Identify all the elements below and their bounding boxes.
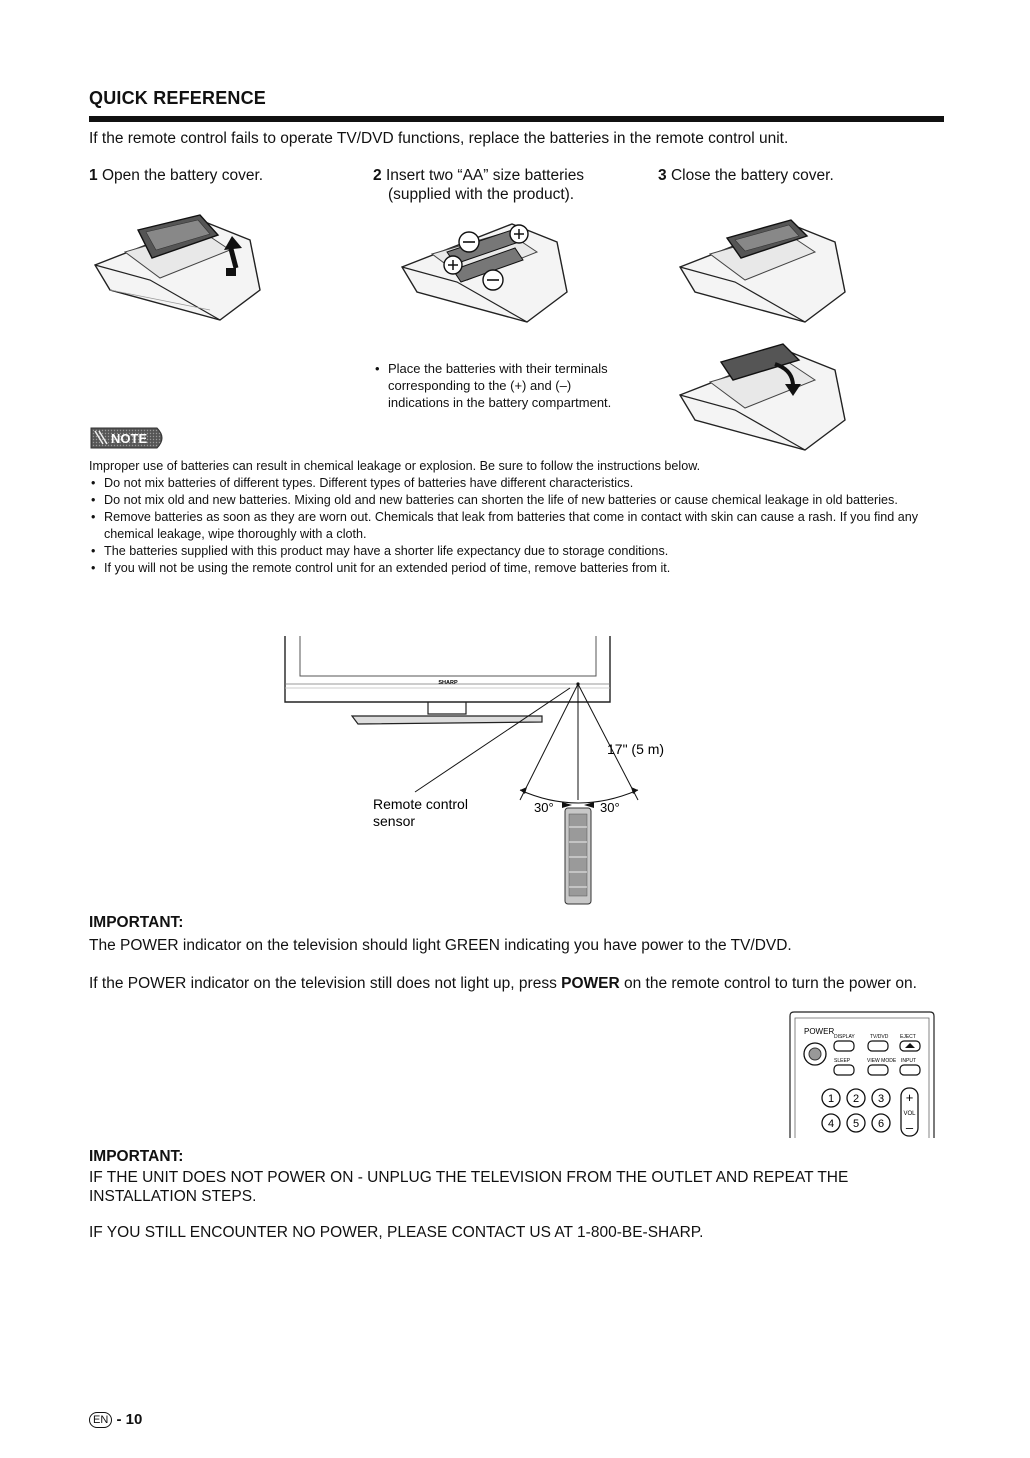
- step-1-text: Open the battery cover.: [101, 167, 264, 184]
- intro-text: If the remote control fails to operate TV/DVD functions, replace the batteries in the remote control unit.: [89, 130, 789, 147]
- angle-left-label: 30°: [534, 800, 554, 815]
- step-2-text-2: (supplied with the product).: [388, 186, 575, 203]
- important-heading-2: IMPORTANT:: [89, 1148, 184, 1165]
- digit-1-label: 1: [827, 1093, 835, 1105]
- note-item: • Do not mix batteries of different types. Different types of batteries have different characteristics.: [89, 475, 939, 492]
- digit-2-label: 2: [852, 1093, 860, 1105]
- battery-tip-line-2: corresponding to the (+) and (–): [388, 378, 572, 393]
- viewmode-label: VIEW MODE: [867, 1058, 897, 1064]
- vol-plus-label: +: [905, 1090, 914, 1105]
- important-heading-1: IMPORTANT:: [89, 914, 184, 931]
- step-3-number: 3: [658, 167, 667, 184]
- battery-tip: [373, 360, 611, 411]
- battery-tip-line-1: Place the batteries with their terminals: [388, 361, 608, 376]
- close-cover-illustration: [675, 212, 850, 327]
- power-instruction-before: If the POWER indicator on the television still does not light up, press: [89, 975, 562, 992]
- battery-tip-line-3: indications in the battery compartment.: [388, 395, 612, 410]
- input-button[interactable]: [900, 1065, 920, 1075]
- note-intro: Improper use of batteries can result in chemical leakage or explosion. Be sure to follow the instructions below.: [89, 459, 701, 473]
- digit-4-label: 4: [827, 1118, 835, 1130]
- sleep-label: SLEEP: [834, 1058, 851, 1064]
- open-cover-illustration: [90, 210, 265, 325]
- note-item: • Do not mix old and new batteries. Mixing old and new batteries can shorten the life of new batteries or cause chemical leakage in old batteries.: [89, 492, 939, 509]
- tv-stand-neck: [428, 702, 466, 714]
- display-label: DISPLAY: [834, 1034, 855, 1040]
- digit-6-label: 6: [877, 1118, 885, 1130]
- step-3: [658, 166, 834, 185]
- tv-frame: [285, 636, 610, 702]
- sleep-button[interactable]: [834, 1065, 854, 1075]
- power-instruction-key: POWER: [561, 975, 620, 992]
- vol-label: VOL: [903, 1111, 916, 1117]
- note-item: • Remove batteries as soon as they are worn out. Chemicals that leak from batteries that come in contact with skin can cause a rash. If you find any chemical leakage, wipe thoroughly with a cloth.: [89, 509, 939, 543]
- title-rule: [89, 116, 944, 122]
- viewmode-button[interactable]: [868, 1065, 888, 1075]
- language-badge: EN: [89, 1412, 112, 1428]
- sensor-label-line-2: sensor: [373, 813, 416, 829]
- power-instruction: [89, 974, 939, 993]
- close-cover-arrow-illustration: [675, 340, 850, 455]
- step-2: [373, 166, 584, 204]
- digit-keypad: [822, 1089, 890, 1132]
- step-2-text: Insert two “AA” size batteries: [385, 167, 585, 184]
- step-1-number: 1: [89, 167, 98, 184]
- note-item: • If you will not be using the remote control unit for an extended period of time, remove batteries from it.: [89, 560, 939, 577]
- important-text-3: IF YOU STILL ENCOUNTER NO POWER, PLEASE CONTACT US AT 1-800-BE-SHARP.: [89, 1224, 704, 1241]
- digit-3-label: 3: [877, 1093, 885, 1105]
- note-item: • The batteries supplied with this product may have a shorter life expectancy due to storage conditions.: [89, 543, 939, 560]
- remote-range-diagram: [270, 632, 710, 907]
- tv-screen: [300, 636, 596, 676]
- remote-panel-closeup: [788, 1010, 936, 1140]
- input-label: INPUT: [901, 1058, 916, 1064]
- tv-stand-base: [352, 716, 542, 724]
- display-button[interactable]: [834, 1041, 854, 1051]
- bullet-dot: •: [375, 361, 380, 376]
- important-text-2: IF THE UNIT DOES NOT POWER ON - UNPLUG THE TELEVISION FROM THE OUTLET AND REPEAT THE INSTALLATION STEPS.: [89, 1169, 849, 1205]
- tvdvd-label: TV/DVD: [870, 1034, 889, 1040]
- digit-5-label: 5: [852, 1118, 860, 1130]
- section-title: QUICK REFERENCE: [89, 88, 267, 108]
- important-text-1: The POWER indicator on the television should light GREEN indicating you have power to the TV/DVD.: [89, 937, 792, 954]
- step-2-number: 2: [373, 167, 382, 184]
- tv-brand: SHARP: [438, 680, 458, 686]
- eject-label: EJECT: [900, 1034, 916, 1040]
- insert-batteries-illustration: [397, 212, 572, 327]
- note-list: [89, 458, 939, 577]
- page-number: - 10: [116, 1411, 143, 1428]
- step-1: [89, 166, 263, 185]
- remote-power-label: POWER: [804, 1027, 835, 1036]
- angle-right-label: 30°: [600, 800, 620, 815]
- page-footer: [89, 1411, 142, 1428]
- sensor-label-line-1: Remote control: [373, 796, 468, 812]
- power-instruction-after: on the remote control to turn the power on.: [619, 975, 917, 992]
- distance-label: 17" (5 m): [607, 741, 665, 757]
- step-3-text: Close the battery cover.: [670, 167, 834, 184]
- vol-minus-label: –: [905, 1120, 914, 1135]
- note-badge: [89, 426, 169, 450]
- power-icon: [809, 1048, 821, 1060]
- tvdvd-button[interactable]: [868, 1041, 888, 1051]
- note-label: NOTE: [111, 431, 148, 446]
